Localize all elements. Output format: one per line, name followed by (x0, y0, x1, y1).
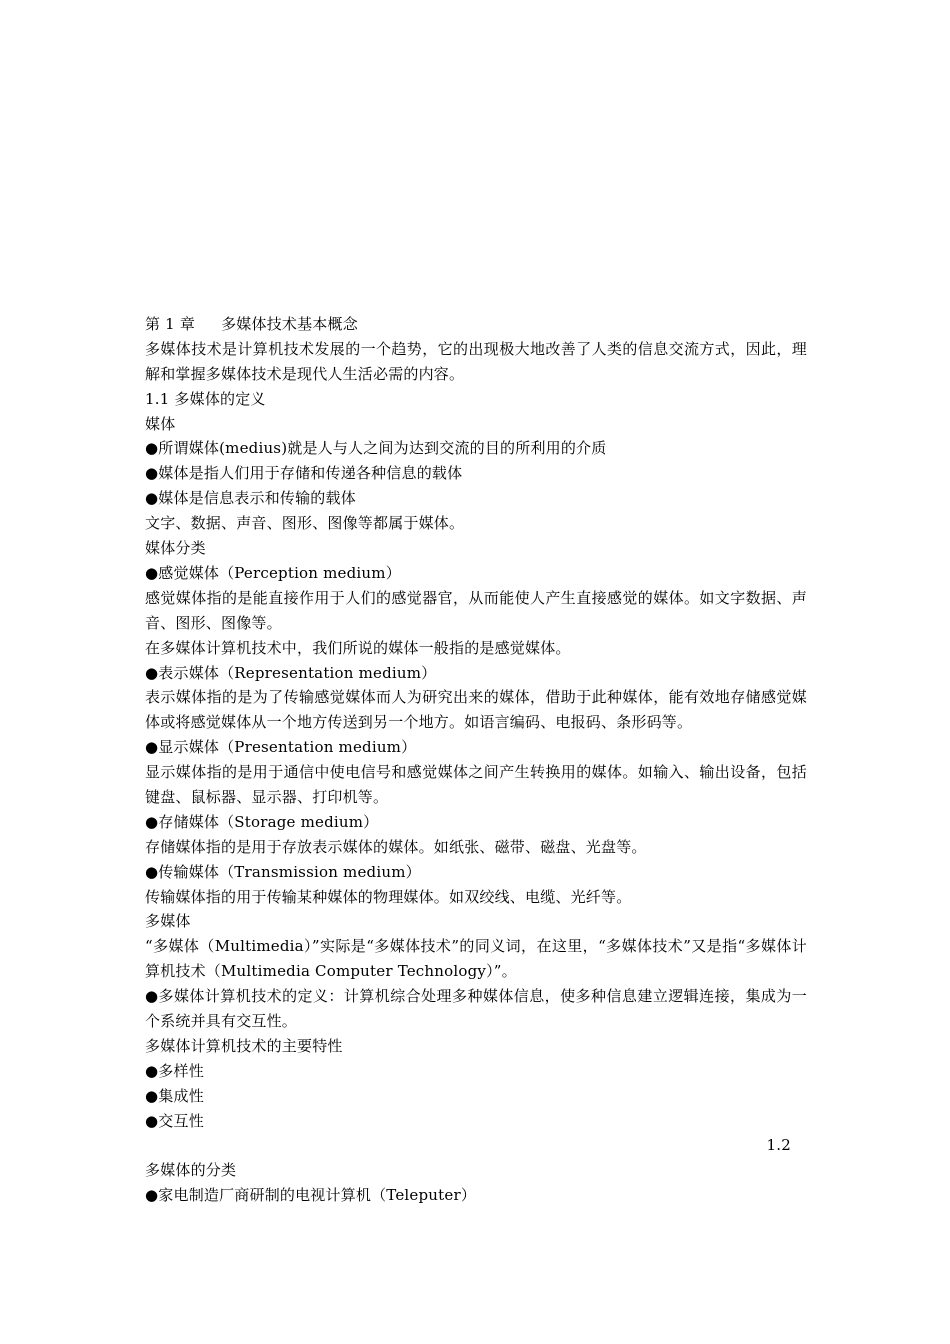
storage-description: 存储媒体指的是用于存放表示媒体的媒体。如纸张、磁带、磁盘、光盘等。 (145, 837, 647, 856)
feature-item: ●交互性 (145, 1111, 204, 1130)
bullet-item: ●媒体是信息表示和传输的载体 (145, 489, 356, 508)
classification-item: ●家电制造厂商研制的电视计算机（Teleputer） (145, 1186, 477, 1205)
bullet-item: ●所谓媒体(medius)就是人与人之间为达到交流的目的所利用的介质 (145, 439, 607, 458)
feature-item: ●集成性 (145, 1086, 204, 1105)
multimedia-definition: ●多媒体计算机技术的定义：计算机综合处理多种媒体信息，使多种信息建立逻辑连接，集成为一个系统并具有交互性。 (145, 987, 807, 1031)
representation-title: ●表示媒体（Representation medium） (145, 663, 437, 682)
presentation-title: ●显示媒体（Presentation medium） (145, 738, 417, 757)
storage-title: ●存储媒体（Storage medium） (145, 812, 379, 831)
bullet-item: ●媒体是指人们用于存储和传递各种信息的载体 (145, 464, 463, 483)
chapter-title: 多媒体技术基本概念 (221, 315, 358, 333)
section-number-1-2: 1.2 (766, 1136, 791, 1155)
heading-features: 多媒体计算机技术的主要特性 (145, 1036, 343, 1055)
section-heading-1-1: 1.1 多媒体的定义 (145, 389, 266, 408)
heading-media: 媒体 (145, 414, 176, 433)
section-heading-1-2: 多媒体的分类 (145, 1161, 237, 1180)
heading-classification: 媒体分类 (145, 539, 206, 558)
feature-item: ●多样性 (145, 1061, 204, 1080)
chapter-number: 第 1 章 (145, 315, 196, 333)
heading-multimedia: 多媒体 (145, 912, 191, 931)
document-body (145, 312, 807, 1208)
multimedia-description: “多媒体（Multimedia）”实际是“多媒体技术”的同义词，在这里，“多媒体技术”又是指“多媒体计算机技术（Multimedia Computer Technology）”。 (145, 937, 807, 981)
perception-description: 感觉媒体指的是能直接作用于人们的感觉器官，从而能使人产生直接感觉的媒体。如文字数据、声音、图形、图像等。 (145, 588, 807, 632)
presentation-description: 显示媒体指的是用于通信中使电信号和感觉媒体之间产生转换用的媒体。如输入、输出设备，包括键盘、鼠标器、显示器、打印机等。 (145, 763, 807, 806)
intro-paragraph: 多媒体技术是计算机技术发展的一个趋势，它的出现极大地改善了人类的信息交流方式，因此，理解和掌握多媒体技术是现代人生活必需的内容。 (145, 339, 807, 383)
transmission-title: ●传输媒体（Transmission medium） (145, 862, 421, 881)
transmission-description: 传输媒体指的用于传输某种媒体的物理媒体。如双绞线、电缆、光纤等。 (145, 887, 632, 906)
perception-title: ●感觉媒体（Perception medium） (145, 563, 401, 582)
chapter-heading (145, 312, 807, 337)
perception-note: 在多媒体计算机技术中，我们所说的媒体一般指的是感觉媒体。 (145, 638, 571, 657)
representation-description: 表示媒体指的是为了传输感觉媒体而人为研究出来的媒体，借助于此种媒体，能有效地存储感觉媒体或将感觉媒体从一个地方传送到另一个地方。如语言编码、电报码、条形码等。 (145, 688, 807, 732)
media-types-paragraph: 文字、数据、声音、图形、图像等都属于媒体。 (145, 514, 465, 533)
